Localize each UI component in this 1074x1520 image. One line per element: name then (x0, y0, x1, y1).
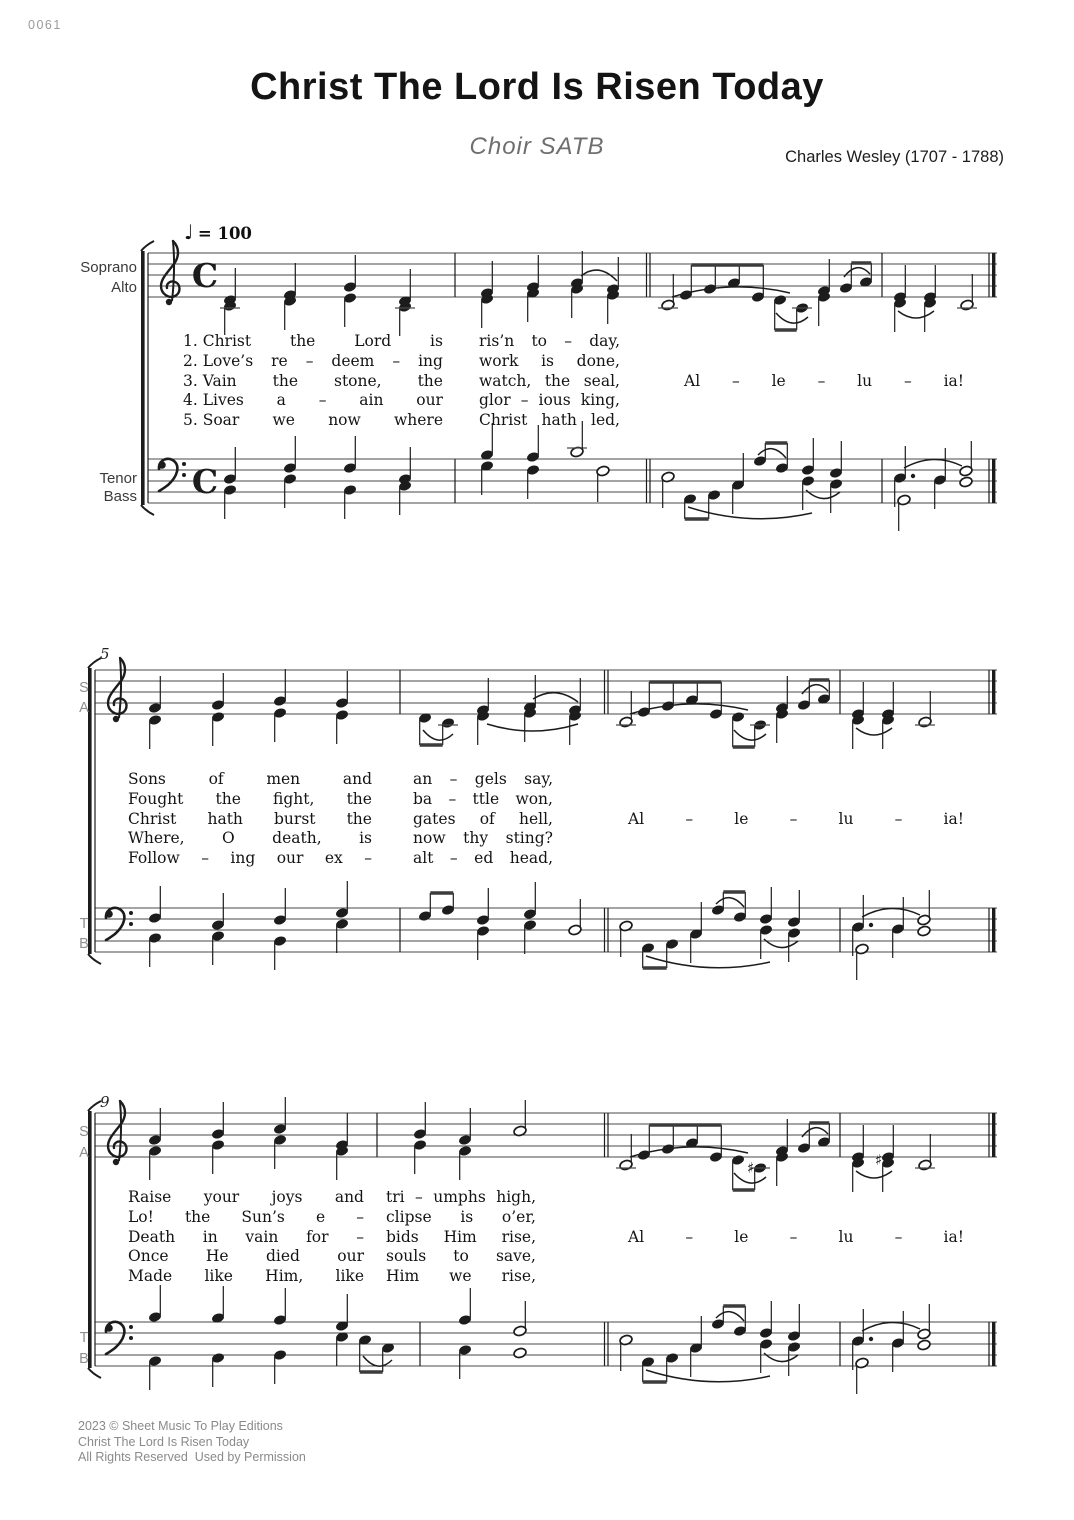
measure-number-9: 9 (100, 1093, 110, 1111)
voice-letter-a2: A (79, 1145, 89, 1161)
voice-label-tenor: Tenor (99, 470, 137, 487)
lyric-word: bids (386, 1227, 419, 1246)
footer-piece-title: Christ The Lord Is Risen Today (78, 1434, 250, 1449)
lyric-word: a (276, 391, 286, 410)
lyric-word: died (265, 1247, 300, 1266)
lyric-word: Death (128, 1227, 176, 1246)
verse-line-left (128, 829, 372, 847)
verse-line-right (386, 1208, 536, 1226)
lyric-word: ed (474, 849, 494, 868)
bass-clef-icon (158, 459, 186, 491)
lyric-word: Al (684, 371, 701, 390)
lyric-word: – (318, 391, 327, 410)
lyric-word: le (771, 371, 786, 390)
lyric-word: thy (463, 829, 489, 848)
lyric-word: high, (496, 1188, 536, 1206)
verse-line-left (128, 790, 372, 808)
lyric-word: gates (413, 809, 456, 828)
lyric-word: our (276, 849, 304, 868)
lyric-word: ing (418, 351, 443, 370)
lyric-word: – (894, 1227, 903, 1246)
lyric-word: le (734, 809, 749, 828)
lyric-word: 1. Christ (183, 332, 252, 350)
lyric-word: e (315, 1207, 326, 1226)
lyric-word: day, (589, 332, 620, 350)
lyric-word: ious (538, 391, 571, 410)
lyric-word: – (448, 789, 457, 808)
lyric-word: Where, (128, 829, 185, 848)
lyric-word: to (453, 1247, 469, 1266)
piece-title: Christ The Lord Is Risen Today (250, 66, 824, 108)
verse-line-right (413, 770, 553, 788)
lyric-word: Him (386, 1267, 420, 1286)
lyric-word: watch, (479, 371, 532, 390)
lyric-word: say, (524, 770, 553, 788)
lyric-word: is (541, 351, 554, 370)
lyric-word: Fought (128, 789, 184, 808)
lyric-word: sting? (505, 829, 553, 848)
page-number: 0061 (28, 18, 62, 32)
voice-letter-b: B (79, 936, 89, 952)
arrangement-subtitle: Choir SATB (469, 133, 605, 160)
verse-line-left (183, 352, 443, 370)
lyric-word: Lord (354, 332, 392, 350)
verse-line-left (128, 1267, 364, 1285)
lyric-word: Once (128, 1247, 169, 1266)
lyric-word: for (306, 1227, 329, 1246)
lyric-word: the (417, 371, 443, 390)
lyric-word: – (789, 809, 798, 828)
tempo-marking (184, 220, 252, 244)
lyric-word: we (272, 411, 295, 430)
bass-clef-icon (105, 908, 133, 940)
lyric-word: re (271, 351, 288, 370)
svg-text:♯: ♯ (747, 1159, 755, 1177)
refrain-line (628, 810, 964, 828)
lyric-word: and (342, 770, 372, 788)
lyric-word: where (393, 411, 443, 430)
verse-line-right (386, 1247, 536, 1265)
verse-line-right (413, 790, 553, 808)
lyric-word: ba (413, 789, 433, 808)
lyric-word: the (215, 789, 241, 808)
lyric-word: tri (386, 1188, 405, 1206)
verse-line-right (413, 829, 553, 847)
voice-letter-b2: B (79, 1351, 89, 1367)
lyric-word: our (337, 1247, 364, 1266)
verse-line-left (128, 1208, 364, 1226)
footer-publisher: 2023 © Sheet Music To Play Editions (78, 1419, 283, 1433)
verse-line-right (386, 1228, 536, 1246)
lyric-word: the (346, 789, 372, 808)
lyric-word: 3. Vain (183, 371, 237, 390)
lyric-word: vain (245, 1227, 279, 1246)
verse-line-right (386, 1267, 536, 1285)
lyric-word: to (531, 332, 548, 350)
lyric-word: le (734, 1227, 749, 1246)
footer-rights: All Rights Reserved Used by Permission (78, 1450, 306, 1464)
lyric-word: ttle (472, 789, 500, 808)
lyric-word: deem (331, 351, 375, 370)
voice-letter-s2: S (79, 1124, 89, 1140)
lyric-word: of (479, 809, 495, 828)
lyric-word: ia! (943, 1227, 964, 1246)
lyric-word: is (430, 332, 443, 350)
svg-text:C: C (191, 462, 219, 501)
lyric-word: is (460, 1207, 474, 1226)
quarter-note-icon: ♩ (184, 220, 194, 244)
lyric-word: – (894, 809, 903, 828)
lyric-word: Christ (479, 411, 528, 430)
lyric-word: alt (413, 849, 434, 868)
lyric-word: men (266, 770, 301, 788)
lyric-word: clipse (386, 1207, 432, 1226)
lyric-word: the (272, 371, 299, 390)
voice-label-bass: Bass (103, 488, 137, 505)
lyric-word: ing (230, 849, 256, 868)
lyric-word: death, (272, 829, 322, 848)
lyric-word: Sun’s (241, 1207, 285, 1226)
treble-clef-icon (108, 658, 127, 722)
lyric-word: king, (580, 391, 620, 410)
verse-line-left (128, 1247, 364, 1265)
refrain-line (684, 372, 964, 390)
lyric-word: ia! (943, 809, 964, 828)
lyric-word: – (449, 849, 458, 868)
lyric-word: Raise (128, 1188, 172, 1206)
verse-line-left (183, 391, 443, 409)
lyric-word: hath (207, 809, 243, 828)
lyric-word: Him, (265, 1267, 304, 1286)
lyric-word: the (184, 1207, 211, 1226)
lyric-word: lu (838, 809, 854, 828)
lyric-word: – (449, 770, 458, 788)
lyric-word: done, (576, 351, 620, 370)
voice-label-alto: Alto (111, 279, 137, 296)
verse-line-left (183, 372, 443, 390)
verse-line-left (183, 332, 443, 350)
lyric-word: Him (443, 1227, 477, 1246)
lyric-word: the (346, 809, 372, 828)
lyric-word: lu (857, 371, 873, 390)
lyric-word: 2. Love’s (183, 351, 254, 370)
verse-line-left (183, 411, 443, 429)
lyric-word: – (685, 1227, 694, 1246)
verse-line-left (128, 1188, 364, 1206)
voice-letter-a: A (79, 700, 89, 716)
lyric-word: Al (628, 809, 645, 828)
lyric-word: gels (474, 770, 507, 788)
lyric-word: burst (274, 809, 316, 828)
lyric-word: Sons (128, 770, 166, 788)
verse-line-right (413, 849, 553, 867)
lyric-word: – (520, 391, 529, 410)
treble-clef-icon (108, 1101, 127, 1165)
lyric-word: 5. Soar (183, 411, 240, 430)
lyric-word: umphs (433, 1188, 486, 1206)
lyric-word: an (413, 770, 433, 788)
lyric-word: our (416, 391, 443, 410)
lyric-word: Christ (128, 809, 177, 828)
lyric-word: seal, (583, 371, 620, 390)
lyric-word: – (201, 849, 209, 868)
refrain-line (628, 1228, 964, 1246)
lyric-word: we (449, 1267, 472, 1286)
lyric-word: is (359, 829, 372, 848)
voice-letter-t2: T (79, 1330, 89, 1346)
lyric-word: hath (541, 411, 577, 430)
lyric-word: o’er, (501, 1207, 536, 1226)
verse-line-right (479, 391, 620, 409)
svg-text:C: C (191, 256, 219, 295)
lyric-word: like (204, 1267, 233, 1286)
lyric-word: – (356, 1207, 364, 1226)
verse-line-right (386, 1188, 536, 1206)
verse-line-right (413, 810, 553, 828)
lyric-word: Al (628, 1227, 645, 1246)
lyric-word: save, (495, 1247, 536, 1266)
lyric-word: – (685, 809, 694, 828)
verse-line-left (128, 810, 372, 828)
lyric-word: now (328, 411, 361, 430)
lyric-word: hell, (518, 809, 553, 828)
lyric-word: ris’n (479, 332, 515, 350)
lyric-word: – (789, 1227, 798, 1246)
lyric-word: – (732, 371, 740, 390)
lyric-word: lu (838, 1227, 854, 1246)
lyric-word: joys (271, 1188, 303, 1206)
lyric-word: led, (591, 411, 620, 430)
lyric-word: of (208, 770, 224, 788)
verse-line-right (479, 352, 620, 370)
lyric-word: – (817, 371, 826, 390)
lyric-word: – (564, 332, 572, 350)
lyric-word: – (903, 371, 912, 390)
lyric-word: won, (515, 789, 553, 808)
lyric-word: Made (128, 1267, 173, 1286)
verse-line-right (479, 332, 620, 350)
lyric-word: stone, (334, 371, 382, 390)
lyric-word: O (222, 829, 235, 848)
lyric-word: 4. Lives (183, 391, 244, 410)
composer-credit: Charles Wesley (1707 - 1788) (785, 148, 1004, 166)
lyric-word: like (335, 1267, 364, 1286)
lyric-word: work (479, 351, 519, 370)
lyric-word: – (392, 351, 401, 370)
lyric-word: souls (386, 1247, 427, 1266)
verse-line-left (128, 770, 372, 788)
treble-clef-icon (161, 241, 180, 305)
lyric-word: – (305, 351, 314, 370)
lyric-word: ain (359, 391, 384, 410)
lyric-word: fight, (273, 789, 315, 808)
svg-text:♯: ♯ (875, 1151, 883, 1169)
voice-label-soprano: Soprano (80, 259, 137, 276)
lyric-word: – (415, 1188, 423, 1206)
lyric-word: He (205, 1247, 229, 1266)
page-footer (78, 1419, 306, 1466)
verse-line-left (128, 1228, 364, 1246)
lyric-word: and (334, 1188, 364, 1206)
verse-line-right (479, 372, 620, 390)
voice-letter-s: S (79, 680, 89, 696)
lyric-word: Lo! (128, 1207, 154, 1226)
lyric-word: glor (479, 391, 511, 410)
verse-line-left (128, 849, 372, 867)
tempo-value: = 100 (197, 224, 252, 243)
lyric-word: – (356, 1227, 364, 1246)
voice-letter-t: T (79, 916, 89, 932)
lyric-word: the (289, 332, 316, 350)
lyric-word: rise, (501, 1267, 536, 1286)
lyric-word: Follow (128, 849, 180, 868)
verse-line-right (479, 411, 620, 429)
lyric-word: the (544, 371, 571, 390)
measure-number-5: 5 (100, 645, 110, 663)
lyric-word: ex (324, 849, 343, 868)
lyric-word: now (413, 829, 446, 848)
bass-clef-icon (105, 1322, 133, 1354)
lyric-word: your (203, 1188, 240, 1206)
lyric-word: – (364, 849, 372, 868)
lyric-word: in (202, 1227, 218, 1246)
lyric-word: ia! (943, 371, 964, 390)
lyric-word: head, (509, 849, 553, 868)
lyric-word: rise, (501, 1227, 536, 1246)
